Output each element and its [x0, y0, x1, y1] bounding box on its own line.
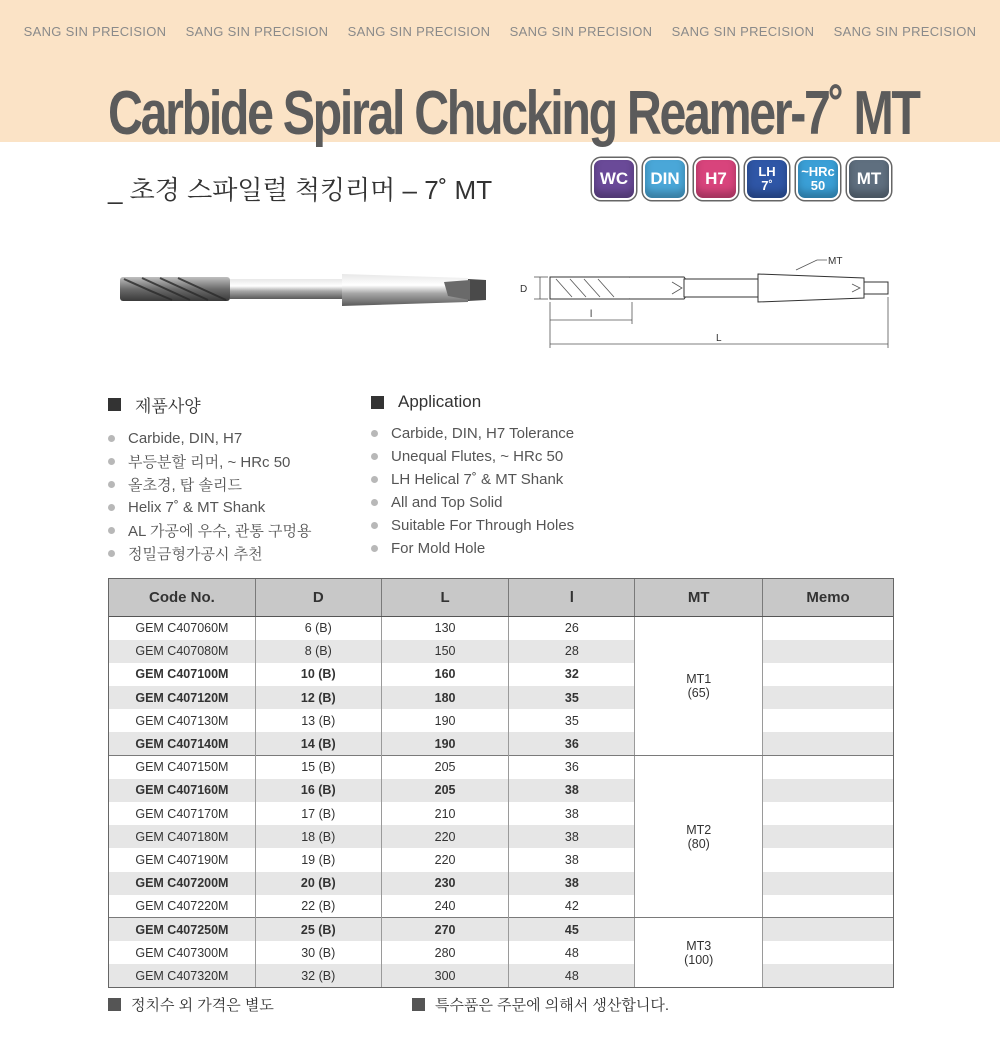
d-cell: 13 (B) [255, 709, 381, 732]
footnote-text: 정치수 외 가격은 별도 [131, 997, 274, 1014]
spec-text: LH Helical 7˚ & MT Shank [391, 471, 564, 488]
feature-badges [592, 158, 891, 200]
badge-label: DIN [650, 169, 680, 188]
table-row [109, 617, 894, 640]
length-cell: 130 [381, 617, 509, 640]
code-cell: GEM C407120M [109, 686, 256, 709]
code-cell: GEM C407250M [109, 918, 256, 941]
table-row [109, 663, 894, 686]
l-small-label: l [590, 309, 593, 320]
length-cell: 210 [381, 802, 509, 825]
column-header: l [509, 579, 635, 617]
memo-cell [763, 663, 894, 686]
d-label: D [520, 284, 528, 295]
bullet-icon [108, 550, 115, 557]
spec-text: Carbide, DIN, H7 Tolerance [391, 425, 575, 442]
memo-cell [763, 617, 894, 640]
mt-length: (65) [687, 686, 710, 701]
spec-item [108, 496, 312, 519]
d-cell: 18 (B) [255, 825, 381, 848]
memo-cell [763, 918, 894, 941]
code-cell: GEM C407220M [109, 895, 256, 918]
wc-badge [592, 158, 636, 200]
mt-label: MT1 [686, 672, 712, 687]
brand-text: SANG SIN PRECISION [671, 24, 815, 39]
table-row [109, 756, 894, 779]
length-cell: 270 [381, 918, 509, 941]
spec-item [371, 422, 574, 445]
memo-cell [763, 872, 894, 895]
bullet-icon [371, 545, 378, 552]
memo-cell [763, 802, 894, 825]
length-cell: 300 [381, 964, 509, 987]
table-row [109, 895, 894, 918]
d-cell: 30 (B) [255, 941, 381, 964]
spec-text: AL 가공에 우수, 관통 구멍용 [128, 523, 312, 540]
spec-kr-heading [108, 392, 312, 417]
table-row [109, 779, 894, 802]
spec-item [108, 473, 312, 496]
flute-length-cell: 32 [509, 663, 635, 686]
product-table [108, 578, 894, 988]
column-header: Memo [763, 579, 894, 617]
badge-sublabel: 7˚ [761, 178, 773, 193]
badge-label: MT [856, 169, 882, 188]
flute-length-cell: 36 [509, 732, 635, 755]
spec-item [108, 450, 312, 473]
table-row [109, 802, 894, 825]
flute-length-cell: 48 [509, 964, 635, 987]
flute-length-cell: 38 [509, 802, 635, 825]
d-cell: 10 (B) [255, 663, 381, 686]
memo-cell [763, 686, 894, 709]
table-row [109, 732, 894, 755]
table-row [109, 941, 894, 964]
footnote [412, 994, 669, 1015]
memo-cell [763, 640, 894, 663]
table-row [109, 825, 894, 848]
bullet-icon [371, 430, 378, 437]
table-header-row [109, 579, 894, 617]
code-cell: GEM C407180M [109, 825, 256, 848]
code-cell: GEM C407200M [109, 872, 256, 895]
spec-item [371, 514, 574, 537]
spec-text: 정밀금형가공시 추천 [128, 546, 263, 563]
column-header: MT [635, 579, 763, 617]
memo-cell [763, 825, 894, 848]
code-cell: GEM C407100M [109, 663, 256, 686]
table-body [109, 617, 894, 988]
d-cell: 8 (B) [255, 640, 381, 663]
d-cell: 15 (B) [255, 756, 381, 779]
length-cell: 240 [381, 895, 509, 918]
flute-length-cell: 45 [509, 918, 635, 941]
table-row [109, 964, 894, 987]
d-cell: 12 (B) [255, 686, 381, 709]
badge-label: ~HRc [801, 164, 835, 179]
column-header: Code No. [109, 579, 256, 617]
hrc-badge [796, 158, 840, 200]
footnote-text: 특수품은 주문에 의해서 생산합니다. [435, 997, 670, 1014]
table-row [109, 640, 894, 663]
flute-length-cell: 28 [509, 640, 635, 663]
spec-text: 올초경, 탑 솔리드 [128, 477, 242, 494]
bullet-icon [108, 481, 115, 488]
brand-text: SANG SIN PRECISION [23, 24, 167, 39]
flute-length-cell: 38 [509, 825, 635, 848]
footnote [108, 994, 274, 1015]
length-cell: 160 [381, 663, 509, 686]
spec-item [371, 468, 574, 491]
length-cell: 230 [381, 872, 509, 895]
spec-text: For Mold Hole [391, 540, 486, 557]
spec-text: 부등분할 리머, ~ HRc 50 [128, 454, 291, 471]
d-cell: 19 (B) [255, 848, 381, 871]
mt-cell [635, 617, 763, 756]
flute-length-cell: 48 [509, 941, 635, 964]
lh-badge [745, 158, 789, 200]
page-subtitle: _ 초경 스파일럴 척킹리머 – 7˚ MT [108, 175, 493, 205]
flute-length-cell: 38 [509, 848, 635, 871]
brand-text: SANG SIN PRECISION [347, 24, 491, 39]
memo-cell [763, 964, 894, 987]
spec-text: Carbide, DIN, H7 [128, 430, 243, 447]
square-bullet-icon [108, 398, 121, 411]
flute-length-cell: 35 [509, 709, 635, 732]
table-row [109, 686, 894, 709]
square-bullet-icon [371, 396, 384, 409]
length-cell: 150 [381, 640, 509, 663]
brand-text: SANG SIN PRECISION [833, 24, 977, 39]
column-header: D [255, 579, 381, 617]
length-cell: 220 [381, 825, 509, 848]
din-badge [643, 158, 687, 200]
spec-item [371, 491, 574, 514]
spec-en [371, 392, 574, 560]
spec-text: Unequal Flutes, ~ HRc 50 [391, 448, 564, 465]
badge-label: LH [758, 164, 776, 179]
spec-text: All and Top Solid [391, 494, 503, 511]
length-cell: 280 [381, 941, 509, 964]
memo-cell [763, 848, 894, 871]
l-big-label: L [716, 333, 722, 344]
mt-cell [635, 918, 763, 988]
mt-label: MT [828, 256, 843, 267]
d-cell: 20 (B) [255, 872, 381, 895]
bullet-icon [371, 476, 378, 483]
h7-badge [694, 158, 738, 200]
spec-heading-text: Application [398, 392, 482, 411]
d-cell: 22 (B) [255, 895, 381, 918]
length-cell: 190 [381, 732, 509, 755]
memo-cell [763, 709, 894, 732]
dimension-drawing [512, 250, 897, 355]
bullet-icon [108, 504, 115, 511]
square-bullet-icon [108, 998, 121, 1011]
mt-cell [635, 756, 763, 918]
memo-cell [763, 895, 894, 918]
code-cell: GEM C407170M [109, 802, 256, 825]
d-cell: 17 (B) [255, 802, 381, 825]
mt-badge [847, 158, 891, 200]
flute-length-cell: 26 [509, 617, 635, 640]
spec-item [108, 427, 312, 450]
code-cell: GEM C407080M [109, 640, 256, 663]
flute-length-cell: 42 [509, 895, 635, 918]
flute-length-cell: 38 [509, 779, 635, 802]
memo-cell [763, 756, 894, 779]
square-bullet-icon [412, 998, 425, 1011]
d-cell: 14 (B) [255, 732, 381, 755]
bullet-icon [371, 453, 378, 460]
bullet-icon [371, 522, 378, 529]
brand-text: SANG SIN PRECISION [185, 24, 329, 39]
code-cell: GEM C407140M [109, 732, 256, 755]
badge-label: H7 [705, 169, 727, 188]
length-cell: 180 [381, 686, 509, 709]
length-cell: 220 [381, 848, 509, 871]
length-cell: 205 [381, 779, 509, 802]
d-cell: 6 (B) [255, 617, 381, 640]
bullet-icon [108, 527, 115, 534]
mt-label: MT3 [686, 938, 712, 953]
reamer-photo [118, 270, 490, 312]
length-cell: 190 [381, 709, 509, 732]
code-cell: GEM C407190M [109, 848, 256, 871]
d-cell: 25 (B) [255, 918, 381, 941]
badge-sublabel: 50 [810, 178, 826, 193]
bullet-icon [371, 499, 378, 506]
spec-item [108, 542, 312, 565]
page-title: Carbide Spiral Chucking Reamer-7˚ MT [108, 79, 919, 148]
spec-item [371, 445, 574, 468]
table-row [109, 848, 894, 871]
bullet-icon [108, 458, 115, 465]
memo-cell [763, 779, 894, 802]
length-cell: 205 [381, 756, 509, 779]
code-cell: GEM C407150M [109, 756, 256, 779]
flute-length-cell: 35 [509, 686, 635, 709]
d-cell: 16 (B) [255, 779, 381, 802]
code-cell: GEM C407130M [109, 709, 256, 732]
spec-heading-text: 제품사양 [135, 397, 201, 416]
mt-length: (100) [684, 952, 714, 967]
table-row [109, 918, 894, 941]
spec-text: Suitable For Through Holes [391, 517, 575, 534]
spec-item [371, 537, 574, 560]
brand-row [0, 24, 1000, 39]
code-cell: GEM C407320M [109, 964, 256, 987]
mt-length: (80) [687, 836, 710, 851]
spec-kr [108, 392, 312, 565]
flute-length-cell: 38 [509, 872, 635, 895]
brand-text: SANG SIN PRECISION [509, 24, 653, 39]
mt-label: MT2 [686, 822, 712, 837]
spec-en-heading [371, 392, 574, 412]
bullet-icon [108, 435, 115, 442]
code-cell: GEM C407300M [109, 941, 256, 964]
flute-length-cell: 36 [509, 756, 635, 779]
column-header: L [381, 579, 509, 617]
table-row [109, 709, 894, 732]
spec-text: Helix 7˚ & MT Shank [128, 499, 266, 516]
memo-cell [763, 941, 894, 964]
spec-item [108, 519, 312, 542]
memo-cell [763, 732, 894, 755]
table-row [109, 872, 894, 895]
code-cell: GEM C407060M [109, 617, 256, 640]
d-cell: 32 (B) [255, 964, 381, 987]
badge-label: WC [599, 169, 629, 188]
code-cell: GEM C407160M [109, 779, 256, 802]
